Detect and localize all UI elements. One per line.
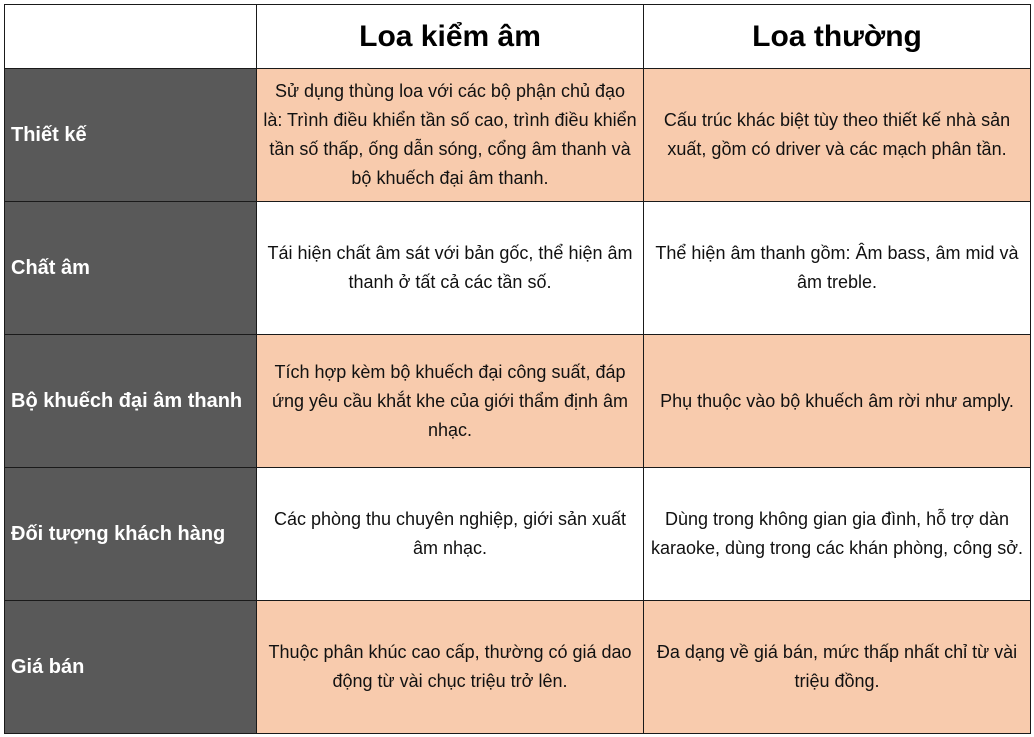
row-header-price: Giá bán (5, 601, 257, 734)
row-header-customers: Đối tượng khách hàng (5, 468, 257, 601)
header-row (5, 5, 1031, 69)
cell-price-studio: Thuộc phân khúc cao cấp, thường có giá dao động từ vài chục triệu trở lên. (257, 601, 644, 734)
table-row-customers (5, 468, 1031, 601)
table-row-price (5, 601, 1031, 734)
row-header-amplifier: Bộ khuếch đại âm thanh (5, 335, 257, 468)
row-header-sound-quality: Chất âm (5, 202, 257, 335)
cell-customers-studio: Các phòng thu chuyên nghiệp, giới sản xuất âm nhạc. (257, 468, 644, 601)
row-header-design: Thiết kế (5, 69, 257, 202)
cell-sound-quality-studio: Tái hiện chất âm sát với bản gốc, thể hiện âm thanh ở tất cả các tần số. (257, 202, 644, 335)
table-row-sound-quality (5, 202, 1031, 335)
table-row-amplifier (5, 335, 1031, 468)
column-header-regular-speaker: Loa thường (644, 5, 1031, 69)
cell-design-studio: Sử dụng thùng loa với các bộ phận chủ đạo là: Trình điều khiển tần số cao, trình điều khiển tần số thấp, ống dẫn sóng, cổng âm thanh và bộ khuếch đại âm thanh. (257, 69, 644, 202)
cell-sound-quality-regular: Thể hiện âm thanh gồm: Âm bass, âm mid và âm treble. (644, 202, 1031, 335)
corner-cell (5, 5, 257, 69)
cell-amplifier-regular: Phụ thuộc vào bộ khuếch âm rời như amply. (644, 335, 1031, 468)
cell-price-regular: Đa dạng về giá bán, mức thấp nhất chỉ từ vài triệu đồng. (644, 601, 1031, 734)
comparison-table (4, 4, 1031, 734)
cell-customers-regular: Dùng trong không gian gia đình, hỗ trợ dàn karaoke, dùng trong các khán phòng, công sở. (644, 468, 1031, 601)
cell-design-regular: Cấu trúc khác biệt tùy theo thiết kế nhà sản xuất, gồm có driver và các mạch phân tần. (644, 69, 1031, 202)
column-header-studio-speaker: Loa kiểm âm (257, 5, 644, 69)
table-row-design (5, 69, 1031, 202)
cell-amplifier-studio: Tích hợp kèm bộ khuếch đại công suất, đáp ứng yêu cầu khắt khe của giới thẩm định âm nhạc. (257, 335, 644, 468)
